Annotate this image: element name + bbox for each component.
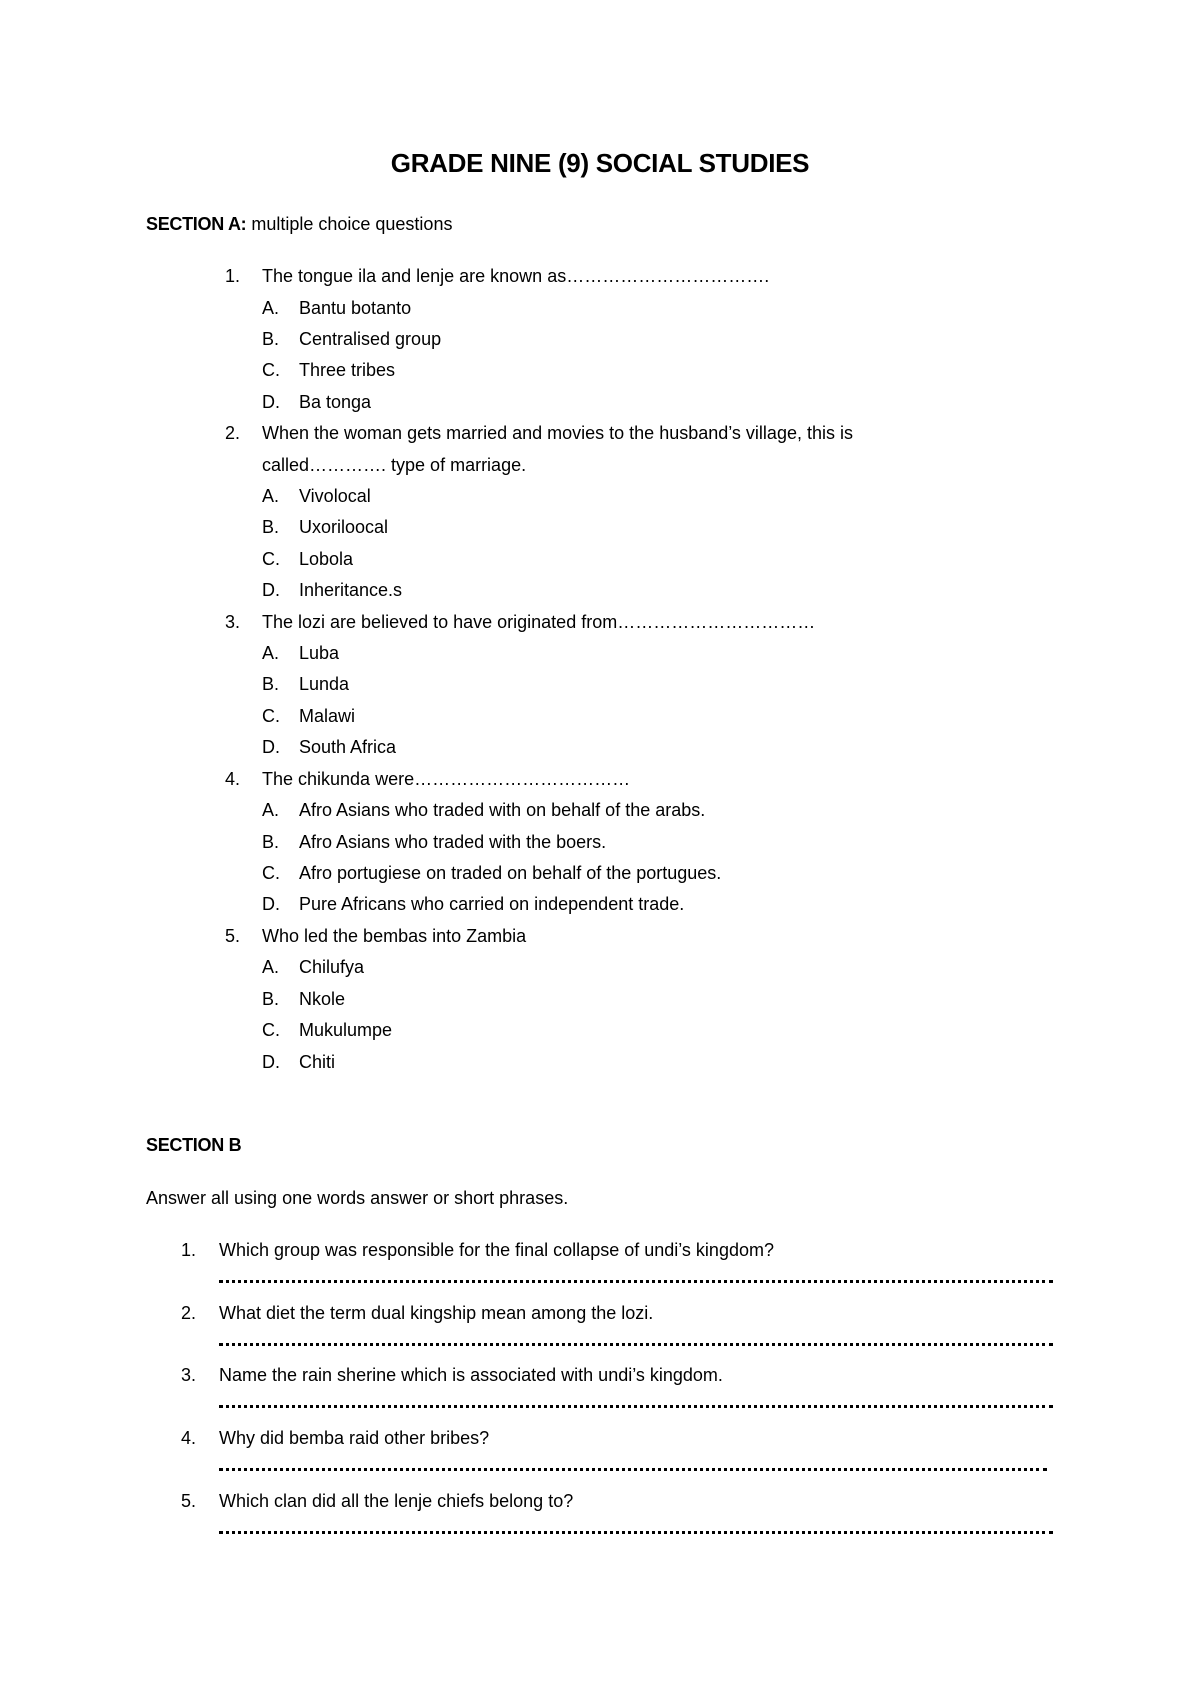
option-text: South Africa (299, 737, 397, 757)
option-letter: B. (262, 517, 280, 537)
option-text: Afro Asians who traded with on behalf of the arabs. (299, 800, 706, 820)
option-text: Three tribes (299, 360, 396, 380)
option-letter: D. (262, 1052, 280, 1072)
question-text: The lozi are believed to have originated from…………………………… (262, 612, 816, 632)
option-letter: A. (262, 486, 280, 506)
answer-line-1[interactable] (219, 1276, 1053, 1283)
option-text: Nkole (299, 989, 346, 1009)
option-text: Inheritance.s (299, 580, 403, 600)
option-letter: D. (262, 392, 280, 412)
option-letter: C. (262, 706, 280, 726)
option-letter: C. (262, 360, 280, 380)
question-text: Which clan did all the lenje chiefs belong to? (219, 1491, 574, 1511)
answer-line-4[interactable] (219, 1464, 1047, 1471)
option-letter: A. (262, 957, 280, 977)
option-letter: D. (262, 580, 280, 600)
option-letter: C. (262, 863, 280, 883)
section-b-heading: SECTION B (146, 1135, 242, 1155)
option-text: Lunda (299, 674, 350, 694)
option-text: Luba (299, 643, 340, 663)
question-number: 3. (225, 612, 241, 632)
answer-line-2[interactable] (219, 1339, 1053, 1346)
section-a-heading (146, 213, 452, 235)
question-number: 1. (181, 1240, 197, 1260)
option-text: Uxoriloocal (299, 517, 389, 537)
option-letter: A. (262, 298, 280, 318)
answer-line-3[interactable] (219, 1401, 1053, 1408)
question-number: 2. (181, 1303, 197, 1323)
question-text: Why did bemba raid other bribes? (219, 1428, 490, 1448)
question-text-continued: called…………. type of marriage. (262, 455, 527, 475)
page-title: GRADE NINE (9) SOCIAL STUDIES (390, 148, 810, 178)
answer-line-5[interactable] (219, 1527, 1053, 1534)
option-text: Vivolocal (299, 486, 371, 506)
question-text: Name the rain sherine which is associated with undi’s kingdom. (219, 1365, 723, 1385)
question-text: When the woman gets married and movies to the husband’s village, this is (262, 423, 853, 443)
option-text: Afro Asians who traded with the boers. (299, 832, 607, 852)
question-number: 4. (225, 769, 241, 789)
option-letter: B. (262, 989, 280, 1009)
option-letter: A. (262, 643, 280, 663)
option-letter: D. (262, 737, 280, 757)
question-text: The tongue ila and lenje are known as……………………………. (262, 266, 770, 286)
option-text: Centralised group (299, 329, 442, 349)
option-text: Afro portugiese on traded on behalf of the portugues. (299, 863, 722, 883)
option-letter: D. (262, 894, 280, 914)
question-number: 5. (225, 926, 241, 946)
option-letter: B. (262, 832, 280, 852)
question-text: What diet the term dual kingship mean among the lozi. (219, 1303, 654, 1323)
question-number: 3. (181, 1365, 197, 1385)
option-letter: C. (262, 1020, 280, 1040)
option-text: Bantu botanto (299, 298, 412, 318)
question-text: Which group was responsible for the final collapse of undi’s kingdom? (219, 1240, 774, 1260)
option-text: Chilufya (299, 957, 365, 977)
section-a-subheading: multiple choice questions (246, 214, 453, 234)
option-text: Lobola (299, 549, 354, 569)
section-b-instructions: Answer all using one words answer or short phrases. (146, 1188, 569, 1208)
option-letter: B. (262, 329, 280, 349)
option-text: Ba tonga (299, 392, 372, 412)
question-text: Who led the bembas into Zambia (262, 926, 527, 946)
question-number: 4. (181, 1428, 197, 1448)
section-a-label: SECTION A: (146, 214, 247, 234)
option-text: Malawi (299, 706, 356, 726)
option-text: Chiti (299, 1052, 336, 1072)
question-number: 5. (181, 1491, 197, 1511)
question-number: 2. (225, 423, 241, 443)
option-text: Mukulumpe (299, 1020, 393, 1040)
option-text: Pure Africans who carried on independent trade. (299, 894, 685, 914)
question-number: 1. (225, 266, 241, 286)
option-letter: A. (262, 800, 280, 820)
question-text: The chikunda were……………………………… (262, 769, 631, 789)
option-letter: B. (262, 674, 280, 694)
option-letter: C. (262, 549, 280, 569)
